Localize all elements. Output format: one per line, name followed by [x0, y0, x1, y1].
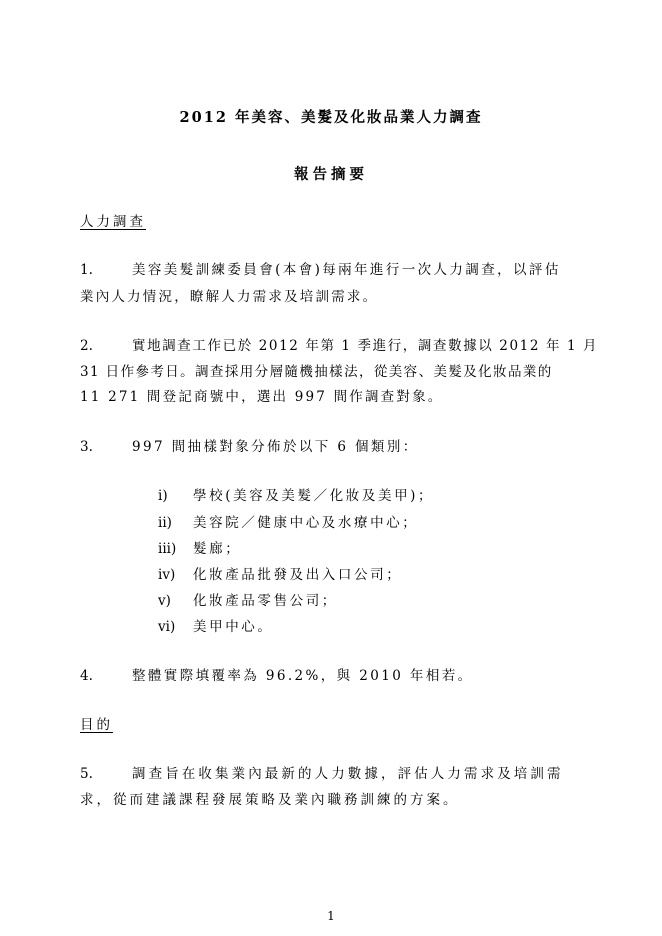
paragraph-2-line-2: 31 日作參考日。調查採用分層隨機抽樣法，從美容、美髮及化妝品業的	[80, 364, 553, 380]
paragraph-2-line-3: 11 271 間登記商號中，選出 997 間作調查對象。	[80, 389, 444, 405]
paragraph-2-number: 2.	[80, 338, 93, 354]
paragraph-5-number: 5.	[80, 766, 93, 782]
list-item-label: iii)	[158, 541, 177, 557]
list-item-label: ii)	[158, 515, 172, 531]
list-item: 髮廊；	[193, 541, 242, 557]
list-item-label: v)	[158, 593, 171, 609]
list-item-label: iv)	[158, 567, 176, 583]
paragraph-1-line-1: 美容美髮訓練委員會(本會)每兩年進行一次人力調查，以評估	[132, 262, 561, 278]
document-subtitle: 報告摘要	[294, 166, 368, 183]
page-number: 1	[327, 909, 335, 923]
paragraph-1-number: 1.	[80, 262, 93, 278]
section-heading-manpower-survey: 人力調查	[80, 214, 146, 230]
list-item: 美容院／健康中心及水療中心；	[193, 515, 419, 531]
paragraph-3-line-1: 997 間抽樣對象分佈於以下 6 個類別：	[132, 439, 419, 455]
list-item: 化妝產品零售公司；	[193, 593, 338, 609]
list-item: 學校(美容及美髮／化妝及美甲)；	[193, 488, 435, 504]
list-item: 化妝產品批發及出入口公司；	[193, 567, 403, 583]
list-item-label: vi)	[158, 619, 176, 635]
list-item: 美甲中心。	[193, 619, 274, 635]
paragraph-1-line-2: 業內人力情況，瞭解人力需求及培訓需求。	[80, 289, 379, 305]
paragraph-4-number: 4.	[80, 668, 93, 684]
paragraph-3-number: 3.	[80, 439, 93, 455]
paragraph-5-line-1: 調查旨在收集業內最新的人力數據，評估人力需求及培訓需	[132, 766, 564, 782]
paragraph-5-line-2: 求，從而建議課程發展策略及業內職務訓練的方案。	[80, 792, 460, 808]
section-heading-objective: 目的	[80, 717, 113, 733]
list-item-label: i)	[158, 488, 168, 504]
paragraph-4-line-1: 整體實際填覆率為 96.2%，與 2010 年相若。	[132, 668, 474, 684]
document-title: 2012 年美容、美髮及化妝品業人力調查	[179, 109, 483, 126]
paragraph-2-line-1: 實地調查工作已於 2012 年第 1 季進行，調查數據以 2012 年 1 月	[132, 338, 599, 354]
